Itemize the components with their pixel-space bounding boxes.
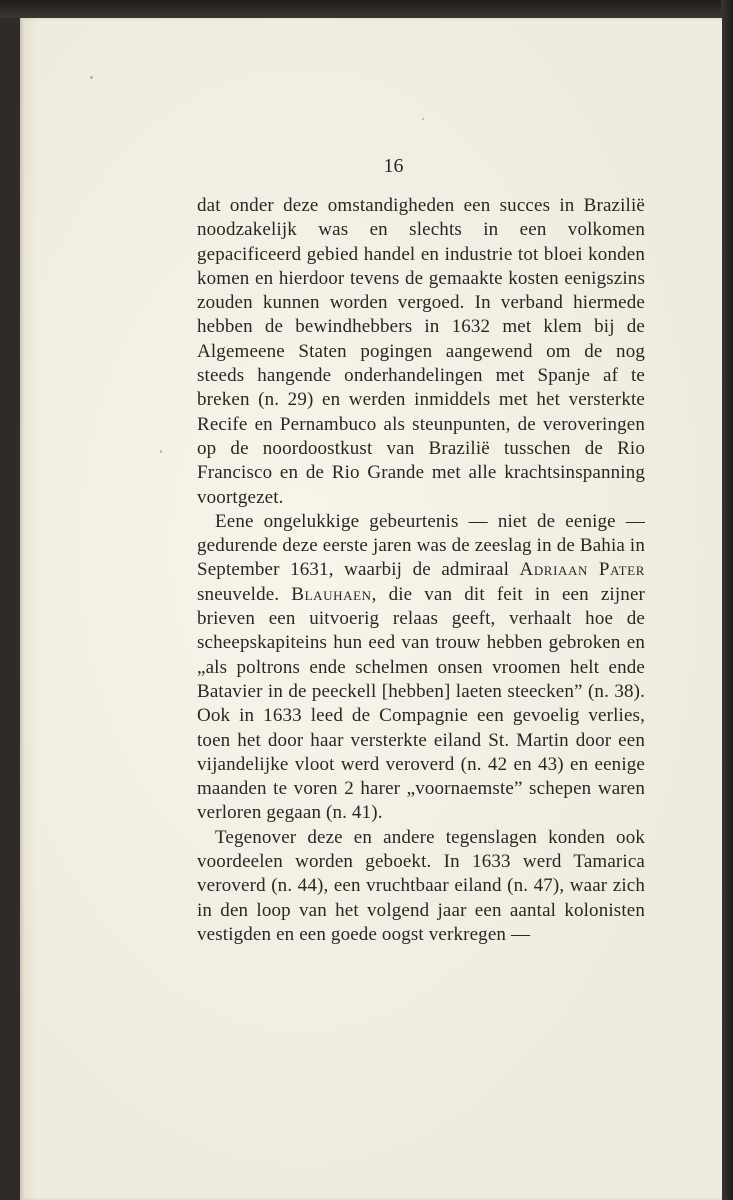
scan-right-edge [721, 0, 733, 1200]
paragraph-text: Eene ongelukkige gebeurtenis — niet de eenige — gedurende deze eerste jaren was de zeeslag in de Bahia in September 1631, waarbij de admiraal [197, 510, 645, 581]
paragraph [197, 826, 645, 947]
scan-top-edge [0, 0, 733, 18]
paragraph-text: sneuvelde. [197, 583, 292, 605]
paragraph [197, 510, 645, 826]
person-name: Blauhaen [291, 583, 372, 605]
paper-speck [422, 118, 424, 120]
paragraph-text: Tegenover deze en andere tegenslagen konden ook voordeelen worden geboekt. In 1633 werd Tamarica veroverd (n. 44), een vruchtbaar eiland (n. 47), waar zich in den loop van het volgend jaar een aantal kolonisten vestigden en een goede oogst verkregen — [197, 826, 645, 945]
paragraph [197, 194, 645, 510]
paper-speck [90, 76, 93, 79]
page-number: 16 [383, 155, 404, 177]
paragraph-text: dat onder deze omstandigheden een succes in Brazilië noodzakelijk was en slechts in een volkomen gepacificeerd gebied handel en industrie tot bloei konden komen en hierdoor tevens de gemaakte kosten eenigszins zouden kunnen worden vergoed. In verband hiermede hebben de bewindhebbers in 1632 met klem bij de Algemeene Staten pogingen aangewend om de nog steeds hangende onderhandelingen met Spanje af te breken (n. 29) en werden inmiddels met het versterkte Recife en Pernambuco als steunpunten, de veroveringen op de noordoostkust van Brazilië tusschen de Rio Francisco en de Rio Grande met alle krachtsinspanning voortgezet. [197, 195, 645, 508]
person-name: Adriaan Pater [519, 559, 645, 581]
body-text [197, 194, 645, 947]
paper-speck [160, 450, 162, 453]
paragraph-text: , die van dit feit in een zijner brieven een uitvoerig relaas geeft, verhaalt hoe de scheepskapiteins hun eed van trouw hebben gebroken en „als poltrons ende schelmen onsen vroomen helt ende Batavier in de peeckell [hebben] laeten steecken” (n. 38). Ook in 1633 leed de Compagnie een gevoelig verlies, toen het door haar versterkte eiland St. Martin door een vijandelijke vloot werd veroverd (n. 42 en 43) en eenige maanden te voren 2 harer „voornaemste” schepen waren verloren gegaan (n. 41). [197, 583, 645, 824]
